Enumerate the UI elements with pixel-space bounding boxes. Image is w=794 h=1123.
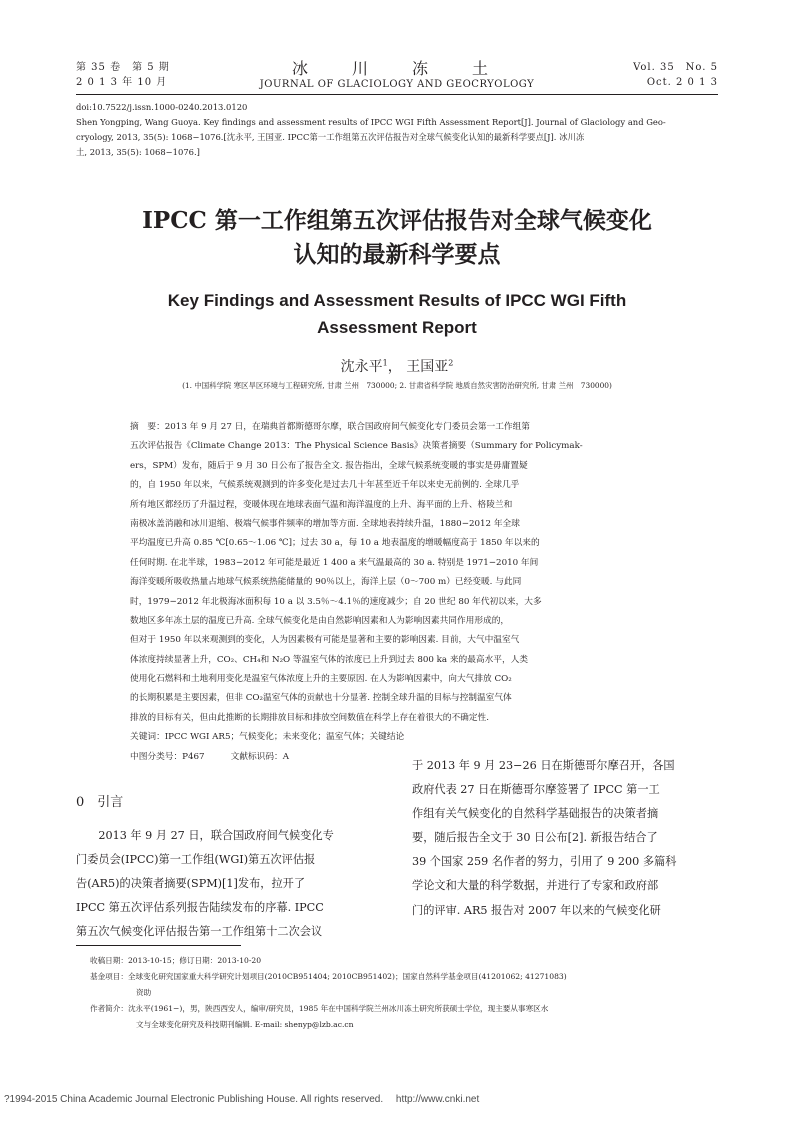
author-name: 沈永平 [340, 359, 383, 375]
abstract-line: 时，1979−2012 年北极海冰面积每 10 a 以 3.5％～4.1％的速度减少；自 20 世纪 80 年代初以来，大多 [130, 596, 542, 607]
date-cn: 2 0 1 3 年 10 月 [76, 77, 168, 88]
citation-line: 土, 2013, 35(5): 1068−1076.] [76, 147, 200, 157]
footnote-rule [76, 945, 241, 946]
abstract-line: 排放的目标有关，但由此推断的长期排放目标和排放空间数值在科学上存在着很大的不确定性. [130, 712, 489, 723]
header-center [76, 60, 718, 92]
body-line: 门的评审. AR5 报告对 2007 年以来的气候变化研 [412, 903, 661, 917]
citation-block [76, 100, 718, 160]
citation-line: Shen Yongping, Wang Guoya. Key findings and assessment results of IPCC WGI Fifth Assessment Report[J]. Journal of Glaciology and Geo- [76, 117, 666, 127]
abstract-line: 数地区多年冻土层的温度已升高. 全球气候变化是由自然影响因素和人为影响因素共同作用形成的， [130, 615, 510, 626]
journal-title-cn: 冰 川 冻 土 [291, 59, 502, 78]
abstract-line: 使用化石燃料和土地利用变化是温室气体浓度上升的主要原因. 在人为影响因素中，向大气排放 CO₂ [130, 674, 512, 685]
body-line: 于 2013 年 9 月 23−26 日在斯德哥尔摩召开，各国 [412, 759, 675, 772]
volume-cn: 第 35 卷 第 5 期 [76, 62, 170, 73]
abstract-line: ers，SPM）发布，随后于 9 月 30 日公布了报告全文. 报告指出，全球气候系统变暖的事实是毋庸置疑 [130, 460, 528, 471]
received-date: 收稿日期：2013-10-15；修订日期：2013-10-20 [90, 956, 262, 965]
header-right [633, 60, 718, 90]
section-heading: 0 引言 [76, 795, 124, 810]
body-line: 要，随后报告全文于 30 日公布[2]. 新报告结合了 [412, 831, 658, 845]
abstract-line: 摘 要：2013 年 9 月 27 日，在瑞典首都斯德哥尔摩，联合国政府间气候变化专门委员会第一工作组第 [130, 422, 530, 432]
abstract [130, 418, 664, 767]
fund-line-cont: 资助 [136, 988, 152, 997]
title-cn-line1: IPCC 第一工作组第五次评估报告对全球气候变化 [142, 207, 652, 234]
volume-en: Vol. 35 No. 5 [633, 62, 718, 73]
affiliations: (1. 中国科学院 寒区旱区环境与工程研究所, 甘肃 兰州 730000; 2. 甘肃省科学院 地质自然灾害防治研究所, 甘肃 兰州 730000) [182, 381, 612, 390]
body-line: 门委员会(IPCC)第一工作组(WGI)第五次评估报 [76, 853, 316, 867]
footnote [90, 953, 720, 1033]
journal-header [76, 60, 718, 94]
body-line: 告(AR5)的决策者摘要(SPM)[1]发布，拉开了 [76, 877, 306, 891]
abstract-line: 五次评估报告《Climate Change 2013：The Physical Science Basis》决策者摘要（Summary for Policymak- [130, 441, 583, 452]
body-line: 第五次气候变化评估报告第一工作组第十二次会议 [76, 925, 323, 939]
abstract-line: 但对于 1950 年以来观测到的变化，人为因素极有可能是显著和主要的影响因素. 目前，大气中温室气 [130, 635, 520, 646]
author-bio-line [90, 1001, 720, 1017]
author-list [0, 356, 794, 376]
header-rule [76, 94, 718, 95]
journal-title-en: JOURNAL OF GLACIOLOGY AND GEOCRYOLOGY [259, 79, 535, 90]
doi: doi:10.7522/j.issn.1000-0240.2013.0120 [76, 102, 248, 112]
copyright-footer: ?1994-2015 China Academic Journal Electronic Publishing House. All rights reserved. http://www.cnki.net [4, 1094, 480, 1105]
body-column-right [412, 754, 722, 923]
abstract-line: 平均温度已升高 0.85 ℃[0.65～1.06 ℃]；过去 30 a，每 10 a 地表温度的增暖幅度高于 1850 年以来的 [130, 538, 540, 549]
abstract-line: 体浓度持续显著上升，CO₂、CH₄和 N₂O 等温室气体的浓度已上升到过去 800 ka 来的最高水平，人类 [130, 654, 529, 665]
body-line: 39 个国家 259 名作者的努力，引用了 9 200 多篇科 [412, 855, 677, 869]
title-en-line1: Key Findings and Assessment Results of IPCC WGI Fifth [167, 291, 627, 310]
keywords: 关键词：IPCC WGI AR5；气候变化；未来变化；温室气体；关键结论 [130, 732, 405, 743]
fund-label: 基金项目： [90, 972, 128, 981]
body-line: 政府代表 27 日在斯德哥尔摩签署了 IPCC 第一工 [412, 783, 660, 797]
citation-line: cryology, 2013, 35(5): 1068−1076.[沈永平, 王国亚. IPCC第一工作组第五次评估报告对全球气候变化认知的最新科学要点[J]. 冰川冻 [76, 132, 585, 142]
author-name: 王国亚 [406, 359, 449, 375]
body-line: IPCC 第五次评估系列报告陆续发布的序幕. IPCC [76, 901, 324, 915]
body-line: 2013 年 9 月 27 日，联合国政府间气候变化专 [76, 829, 334, 842]
abstract-line: 任何时期. 在北半球，1983−2012 年可能是最近 1 400 a 来气温最高的 30 a. 特别是 1971−2010 年间 [130, 557, 539, 568]
author-separator: ， [387, 359, 402, 375]
abstract-line: 海洋变暖所吸收热量占地球气候系统热能储量的 90％以上，海洋上层（0～700 m）已经变暖. 与此同 [130, 577, 522, 588]
abstract-line: 南极冰盖消融和冰川退缩、极端气候事件频率的增加等方面. 全球地表持续升温，1880−2012 年全球 [130, 518, 520, 529]
classification: 中图分类号：P467 文献标识码：A [130, 751, 290, 762]
fund-line [90, 969, 720, 985]
abstract-line: 的，自 1950 年以来，气候系统观测到的许多变化是过去几十年甚至近千年以来史无前例的. 全球几乎 [130, 480, 520, 491]
author-bio-text: 沈永平(1961−)，男，陕西西安人，编审/研究员，1985 年在中国科学院兰州冰川冻土研究所获硕士学位，现主要从事寒区水 [127, 1004, 549, 1013]
author-superscript: 1 [382, 358, 388, 368]
abstract-line: 所有地区都经历了升温过程，变暖体现在地球表面气温和海洋温度的上升、海平面的上升、格陵兰和 [130, 499, 513, 510]
abstract-line: 的长期积累是主要因素，但非 CO₂温室气体的贡献也十分显著. 控制全球升温的目标与控制温室气体 [130, 693, 512, 704]
body-line: 作组有关气候变化的自然科学基础报告的决策者摘 [412, 807, 659, 821]
author-bio-cont: 文与全球变化研究及科技期刊编辑. E-mail: shenyp@lzb.ac.cn [136, 1020, 354, 1029]
body-line: 学论文和大量的科学数据，并进行了专家和政府部 [412, 879, 659, 893]
body-column-left [76, 790, 381, 944]
title-en-line2: Assessment Report [317, 318, 477, 337]
author-bio-label: 作者简介： [90, 1004, 128, 1013]
date-en: Oct. 2 0 1 3 [646, 77, 718, 88]
fund-text: 全球变化研究国家重大科学研究计划项目(2010CB951404; 2010CB951402)；国家自然科学基金项目(41201062; 41271083) [127, 972, 567, 981]
title-cn-line2: 认知的最新科学要点 [293, 241, 501, 268]
author-superscript: 2 [448, 358, 454, 368]
